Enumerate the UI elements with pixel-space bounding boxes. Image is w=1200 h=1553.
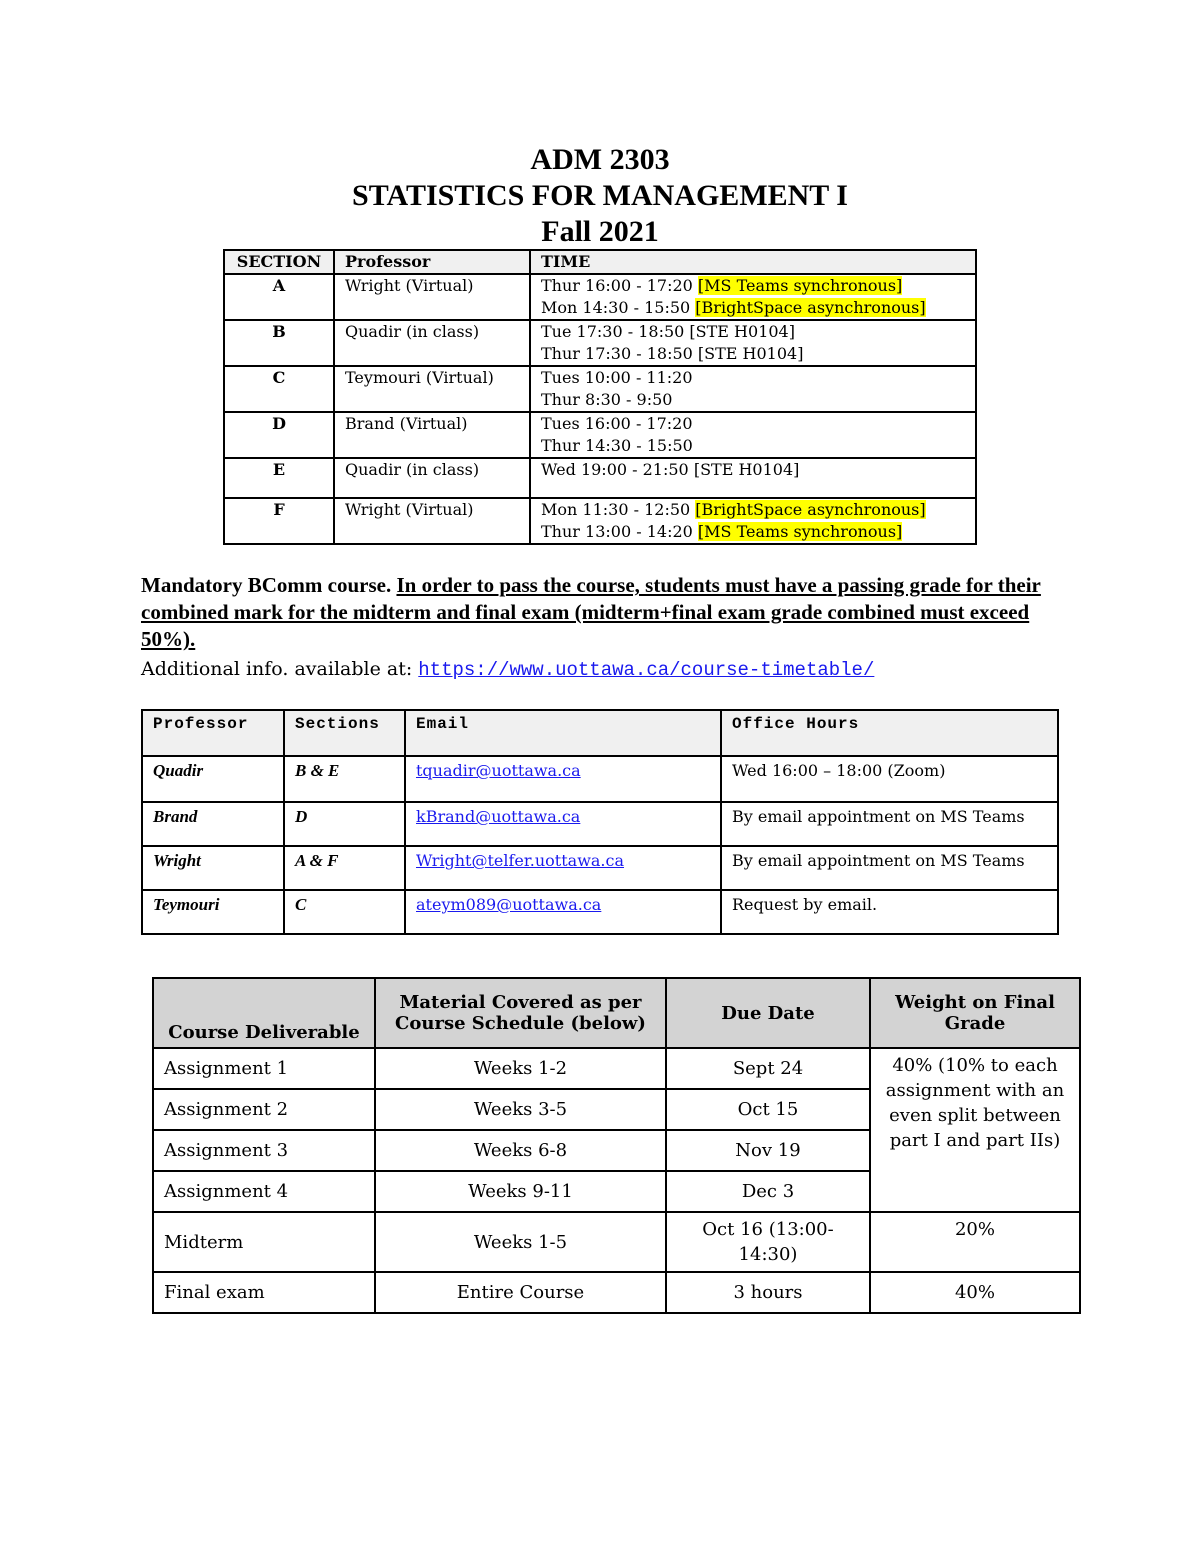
section-cell: C <box>224 366 334 412</box>
professor-cell: Teymouri (Virtual) <box>334 366 530 412</box>
column-header: Due Date <box>666 978 870 1048</box>
course-name: STATISTICS FOR MANAGEMENT I <box>352 179 848 212</box>
professor-cell: Wright (Virtual) <box>334 274 530 320</box>
timetable-link[interactable]: https://www.uottawa.ca/course-timetable/ <box>418 659 875 681</box>
highlight-note: [MS Teams synchronous] <box>697 522 903 541</box>
material-covered: Weeks 1-5 <box>375 1212 666 1272</box>
table-row <box>153 1048 1080 1089</box>
column-header: Weight on Final Grade <box>870 978 1080 1048</box>
table-row <box>142 756 1058 802</box>
material-covered: Entire Course <box>375 1272 666 1313</box>
office-hours-cell: By email appointment on MS Teams <box>721 846 1058 890</box>
column-header: Professor <box>334 250 530 274</box>
time-cell <box>530 498 976 544</box>
highlight-note: [BrightSpace asynchronous] <box>695 500 926 519</box>
email-cell <box>405 890 721 934</box>
due-date: Oct 15 <box>666 1089 870 1130</box>
professor-sections: D <box>284 802 405 846</box>
column-header: TIME <box>530 250 976 274</box>
time-line: Thur 16:00 - 17:20 <box>541 276 698 295</box>
due-date: 3 hours <box>666 1272 870 1313</box>
table-row <box>142 846 1058 890</box>
table-row <box>224 412 976 458</box>
professor-cell: Wright (Virtual) <box>334 498 530 544</box>
section-schedule-table <box>223 249 977 545</box>
deliverable-name: Assignment 1 <box>153 1048 375 1089</box>
notice-lead: Mandatory BComm course. <box>141 573 397 597</box>
deliverable-name: Assignment 3 <box>153 1130 375 1171</box>
professor-sections: B & E <box>284 756 405 802</box>
table-header-row <box>153 978 1080 1048</box>
time-line: Thur 8:30 - 9:50 <box>541 390 673 409</box>
assignments-weight: 40% (10% to each assignment with an even split between part I and part IIs) <box>870 1048 1080 1212</box>
time-cell <box>530 320 976 366</box>
email-cell <box>405 802 721 846</box>
table-row <box>224 274 976 320</box>
time-line: Mon 11:30 - 12:50 <box>541 500 696 519</box>
professor-name: Wright <box>142 846 284 890</box>
email-link[interactable]: kBrand@uottawa.ca <box>416 807 581 826</box>
email-link[interactable]: tquadir@uottawa.ca <box>416 761 581 780</box>
due-date: Oct 16 (13:00-14:30) <box>666 1212 870 1272</box>
table-row <box>142 802 1058 846</box>
time-line: Thur 13:00 - 14:20 <box>541 522 698 541</box>
highlight-note: [BrightSpace asynchronous] <box>695 298 926 317</box>
course-term: Fall 2021 <box>541 215 659 248</box>
table-row <box>224 320 976 366</box>
section-cell: B <box>224 320 334 366</box>
weight: 20% <box>870 1212 1080 1272</box>
office-hours-cell: By email appointment on MS Teams <box>721 802 1058 846</box>
table-row <box>153 1212 1080 1272</box>
professor-name: Quadir <box>142 756 284 802</box>
due-date: Dec 3 <box>666 1171 870 1212</box>
material-covered: Weeks 3-5 <box>375 1089 666 1130</box>
section-cell: A <box>224 274 334 320</box>
document-title <box>0 142 1200 250</box>
column-header: Office Hours <box>721 710 1058 756</box>
time-line: Thur 17:30 - 18:50 [STE H0104] <box>541 344 804 363</box>
office-hours-cell: Request by email. <box>721 890 1058 934</box>
time-line: Tues 16:00 - 17:20 <box>541 414 693 433</box>
table-row <box>224 458 976 498</box>
time-line: Tue 17:30 - 18:50 [STE H0104] <box>541 322 795 341</box>
weight: 40% <box>870 1272 1080 1313</box>
material-covered: Weeks 9-11 <box>375 1171 666 1212</box>
due-date: Sept 24 <box>666 1048 870 1089</box>
table-row <box>224 498 976 544</box>
due-date: Nov 19 <box>666 1130 870 1171</box>
material-covered: Weeks 6-8 <box>375 1130 666 1171</box>
professor-name: Teymouri <box>142 890 284 934</box>
professor-cell: Quadir (in class) <box>334 458 530 498</box>
notice-pass-requirement: In order to pass the course, students must have a passing grade for their combined mark for the midterm and final exam (midterm+final exam grade combined must exceed 50%). <box>141 573 1041 651</box>
table-header-row <box>224 250 976 274</box>
table-row <box>153 1272 1080 1313</box>
column-header: SECTION <box>224 250 334 274</box>
course-code: ADM 2303 <box>530 143 670 176</box>
table-row <box>224 366 976 412</box>
deliverable-name: Assignment 2 <box>153 1089 375 1130</box>
time-line: Thur 14:30 - 15:50 <box>541 436 693 455</box>
column-header: Professor <box>142 710 284 756</box>
professor-contact-table <box>141 709 1059 935</box>
section-cell: E <box>224 458 334 498</box>
mandatory-notice <box>141 572 1071 653</box>
professor-sections: A & F <box>284 846 405 890</box>
column-header: Sections <box>284 710 405 756</box>
professor-cell: Brand (Virtual) <box>334 412 530 458</box>
material-covered: Weeks 1-2 <box>375 1048 666 1089</box>
deliverables-table <box>152 977 1081 1314</box>
section-cell: F <box>224 498 334 544</box>
deliverable-name: Final exam <box>153 1272 375 1313</box>
deliverable-name: Assignment 4 <box>153 1171 375 1212</box>
office-hours-cell: Wed 16:00 – 18:00 (Zoom) <box>721 756 1058 802</box>
email-link[interactable]: ateym089@uottawa.ca <box>416 895 602 914</box>
time-cell <box>530 366 976 412</box>
time-cell <box>530 412 976 458</box>
time-line: Mon 14:30 - 15:50 <box>541 298 696 317</box>
professor-name: Brand <box>142 802 284 846</box>
email-cell <box>405 756 721 802</box>
additional-info-label: Additional info. available at: <box>141 658 419 680</box>
email-cell <box>405 846 721 890</box>
time-line: Tues 10:00 - 11:20 <box>541 368 693 387</box>
section-cell: D <box>224 412 334 458</box>
email-link[interactable]: Wright@telfer.uottawa.ca <box>416 851 625 870</box>
highlight-note: [MS Teams synchronous] <box>697 276 903 295</box>
time-cell <box>530 274 976 320</box>
time-line: Wed 19:00 - 21:50 [STE H0104] <box>541 460 800 479</box>
column-header: Material Covered as per Course Schedule (below) <box>375 978 666 1048</box>
table-row <box>142 890 1058 934</box>
column-header: Course Deliverable <box>153 978 375 1048</box>
professor-sections: C <box>284 890 405 934</box>
deliverable-name: Midterm <box>153 1212 375 1272</box>
table-header-row <box>142 710 1058 756</box>
time-cell <box>530 458 976 498</box>
additional-info <box>141 656 1071 683</box>
column-header: Email <box>405 710 721 756</box>
professor-cell: Quadir (in class) <box>334 320 530 366</box>
